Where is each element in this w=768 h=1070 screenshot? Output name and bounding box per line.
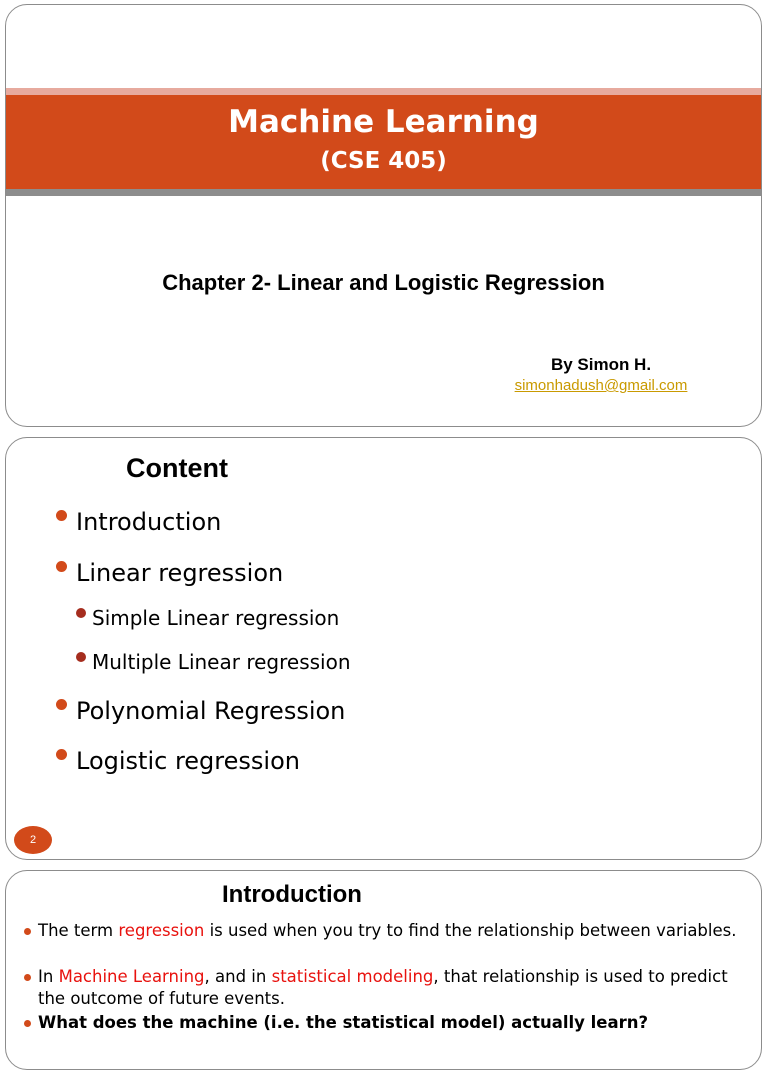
- list-item-label: Multiple Linear regression: [92, 650, 351, 674]
- bullet-dot-icon: [56, 510, 67, 521]
- author-name: By Simon H.: [550, 355, 652, 374]
- text-run: The term: [38, 921, 119, 940]
- slide-heading: Introduction: [222, 881, 362, 908]
- highlight-term: regression: [118, 921, 205, 940]
- bullet-dot-icon: [76, 652, 86, 662]
- list-item: [56, 747, 300, 775]
- sub-list-item: [76, 650, 351, 674]
- bullet-dot-icon: [24, 974, 31, 981]
- bullet-dot-icon: [56, 699, 67, 710]
- chapter-title: Chapter 2- Linear and Logistic Regression: [162, 270, 605, 295]
- author-email-link[interactable]: simonhadush@gmail.com: [514, 377, 688, 394]
- presentation-title: Machine Learning: [228, 104, 539, 140]
- course-code: (CSE 405): [320, 148, 447, 174]
- list-item: [56, 508, 221, 536]
- text-run: is used when you try to find the relationship between variables.: [204, 921, 737, 940]
- slide-heading: Content: [126, 453, 228, 483]
- list-item-label: Introduction: [76, 508, 222, 536]
- title-band-bottom-stripe: [6, 189, 761, 196]
- sub-list-item: [76, 606, 339, 630]
- introduction-slide: [5, 870, 762, 1070]
- text-run: What does the machine (i.e. the statistical model) actually learn?: [38, 1013, 649, 1032]
- paragraph: [38, 966, 738, 1010]
- bullet-dot-icon: [56, 561, 67, 572]
- bullet-dot-icon: [56, 749, 67, 760]
- highlight-term: Machine Learning: [58, 967, 205, 986]
- text-run: , that relationship is used to predict the outcome of future events.: [38, 967, 728, 1008]
- content-slide: [5, 437, 762, 860]
- bullet-dot-icon: [24, 928, 31, 935]
- list-item-label: Simple Linear regression: [92, 606, 340, 630]
- paragraph: [38, 920, 738, 942]
- highlight-term: statistical modeling: [271, 967, 434, 986]
- title-band-top-stripe: [6, 88, 761, 95]
- text-run: , and in: [204, 967, 272, 986]
- title-slide: [5, 4, 762, 427]
- text-run: In: [38, 967, 59, 986]
- list-item-label: Linear regression: [76, 559, 284, 587]
- paragraph: [38, 1012, 738, 1034]
- list-item: [56, 697, 345, 725]
- list-item-label: Polynomial Regression: [76, 697, 346, 725]
- bullet-dot-icon: [76, 608, 86, 618]
- slide-number-badge: 2: [14, 826, 52, 854]
- list-item-label: Logistic regression: [76, 747, 300, 775]
- list-item: [56, 559, 283, 587]
